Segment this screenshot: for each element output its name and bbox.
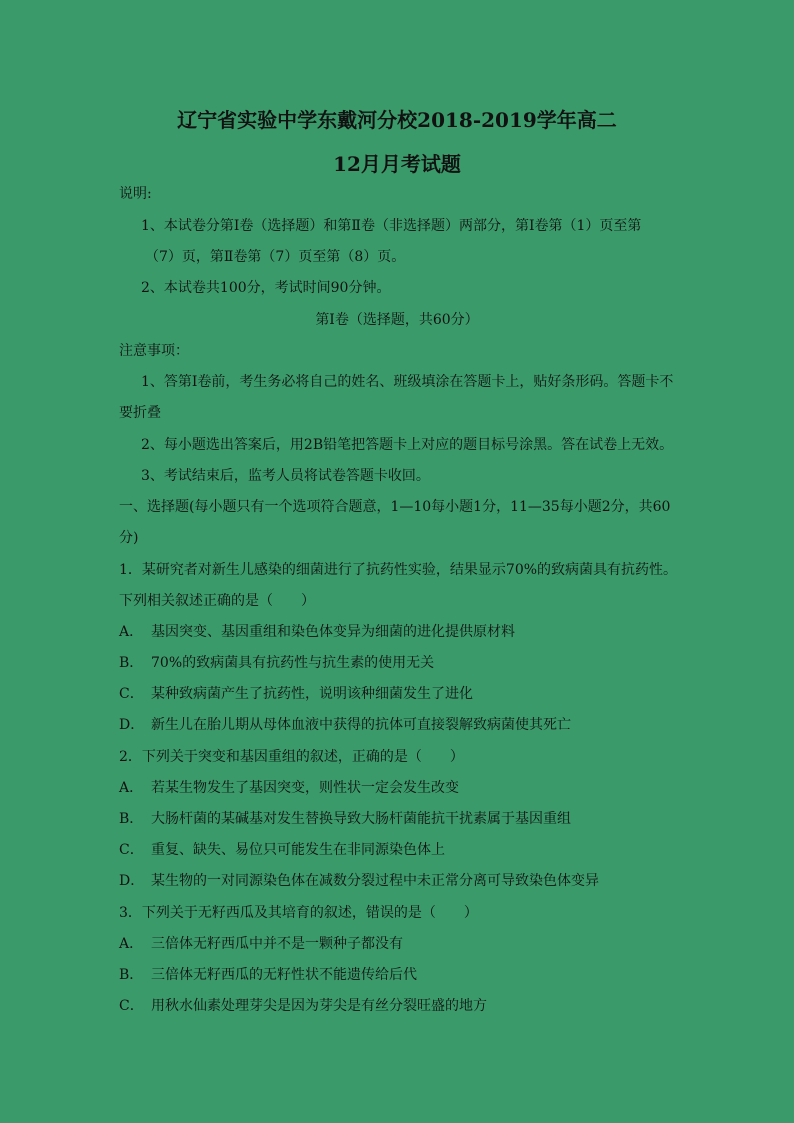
- option-letter: D．: [119, 873, 145, 889]
- instruction-item-1-cont: （7）页，第Ⅱ卷第（7）页至第（8）页。: [145, 249, 406, 265]
- option-letter: A．: [119, 624, 144, 640]
- question-3-option-c: [119, 996, 487, 1016]
- question-1-stem-cont: 下列相关叙述正确的是（ ）: [119, 593, 315, 609]
- question-1-option-b: [119, 653, 434, 673]
- option-text: 大肠杆菌的某碱基对发生替换导致大肠杆菌能抗干扰素属于基因重组: [151, 811, 571, 827]
- option-text: 70%的致病菌具有抗药性与抗生素的使用无关: [151, 655, 435, 671]
- note-item-1-cont: 要折叠: [119, 405, 161, 421]
- question-2-option-c: [119, 840, 445, 860]
- question-2-option-b: [119, 809, 571, 829]
- option-letter: C．: [119, 998, 144, 1014]
- option-letter: B．: [119, 655, 144, 671]
- question-1-option-c: [119, 684, 473, 704]
- option-letter: A．: [119, 780, 144, 796]
- question-2-stem: 2．下列关于突变和基因重组的叙述，正确的是（ ）: [119, 749, 464, 765]
- page-title: 辽宁省实验中学东戴河分校2018-2019学年高二: [177, 108, 617, 132]
- question-3-stem: 3．下列关于无籽西瓜及其培育的叙述，错误的是（ ）: [119, 905, 478, 921]
- question-1-option-a: [119, 622, 515, 642]
- option-letter: B．: [119, 967, 144, 983]
- instructions-label: 说明:: [119, 186, 152, 202]
- notes-label: 注意事项：: [119, 343, 189, 359]
- note-item-2: 2、每小题选出答案后，用2B铅笔把答题卡上对应的题目标号涂黑。答在试卷上无效。: [141, 437, 674, 453]
- part-one-heading-cont: 分): [119, 530, 139, 546]
- option-text: 新生儿在胎儿期从母体血液中获得的抗体可直接裂解致病菌使其死亡: [151, 717, 571, 733]
- option-text: 基因突变、基因重组和染色体变异为细菌的进化提供原材料: [151, 624, 515, 640]
- page-subtitle: 12月月考试题: [333, 152, 461, 176]
- question-3-option-a: [119, 934, 403, 954]
- section-heading: 第Ⅰ卷（选择题，共60分）: [315, 312, 479, 328]
- option-text: 三倍体无籽西瓜的无籽性状不能遗传给后代: [151, 967, 417, 983]
- option-letter: C．: [119, 842, 144, 858]
- note-item-3: 3、考试结束后，监考人员将试卷答题卡收回。: [141, 468, 430, 484]
- instruction-item-1: 1、本试卷分第Ⅰ卷（选择题）和第Ⅱ卷（非选择题）两部分，第Ⅰ卷第（1）页至第: [141, 218, 642, 234]
- part-one-heading: 一、选择题(每小题只有一个选项符合题意，1—10每小题1分，11—35每小题2分，共60: [119, 499, 671, 515]
- question-2-option-a: [119, 778, 459, 798]
- option-text: 某生物的一对同源染色体在减数分裂过程中未正常分离可导致染色体变异: [151, 873, 599, 889]
- option-text: 三倍体无籽西瓜中并不是一颗种子都没有: [151, 936, 403, 952]
- option-text: 用秋水仙素处理芽尖是因为芽尖是有丝分裂旺盛的地方: [151, 998, 487, 1014]
- option-letter: D．: [119, 717, 145, 733]
- instruction-item-2: 2、本试卷共100分，考试时间90分钟。: [141, 280, 391, 296]
- option-letter: B．: [119, 811, 144, 827]
- option-text: 某种致病菌产生了抗药性，说明该种细菌发生了进化: [151, 686, 473, 702]
- option-text: 若某生物发生了基因突变，则性状一定会发生改变: [151, 780, 459, 796]
- question-1-option-d: [119, 715, 571, 735]
- note-item-1: 1、答第Ⅰ卷前，考生务必将自己的姓名、班级填涂在答题卡上，贴好条形码。答题卡不: [141, 374, 674, 390]
- option-text: 重复、缺失、易位只可能发生在非同源染色体上: [151, 842, 445, 858]
- option-letter: C．: [119, 686, 144, 702]
- question-1-stem: 1．某研究者对新生儿感染的细菌进行了抗药性实验，结果显示70%的致病菌具有抗药性。: [119, 562, 678, 578]
- question-3-option-b: [119, 965, 417, 985]
- question-2-option-d: [119, 871, 599, 891]
- option-letter: A．: [119, 936, 144, 952]
